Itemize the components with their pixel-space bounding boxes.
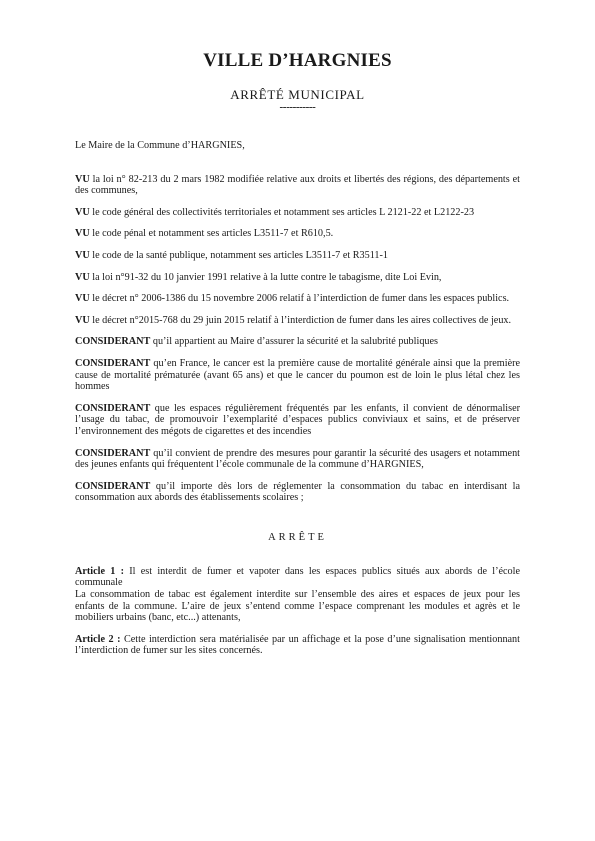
article-text: Il est interdit de fumer et vapoter dans les espaces publics situés aux abords de l’école communale bbox=[75, 565, 520, 589]
considerant-text: qu’en France, le cancer est la première cause de mortalité générale ainsi que la première cause de mortalité prématurée (avant 65 ans) et que le cancer du poumon est de loin le plus létal chez les hommes bbox=[75, 357, 520, 393]
article-keyword: Article 1 : bbox=[75, 565, 124, 577]
considerant-keyword: CONSIDERANT bbox=[75, 447, 151, 459]
considerant-keyword: CONSIDERANT bbox=[75, 480, 151, 492]
article-2 bbox=[75, 634, 520, 657]
vu-keyword: VU bbox=[75, 293, 90, 305]
considerant-paragraph-1 bbox=[75, 336, 520, 348]
vu-keyword: VU bbox=[75, 173, 90, 185]
vu-keyword: VU bbox=[75, 314, 90, 326]
considerant-keyword: CONSIDERANT bbox=[75, 402, 151, 414]
vu-paragraph-7 bbox=[75, 315, 520, 327]
considerant-paragraph-2 bbox=[75, 358, 520, 393]
vu-text: la loi n° 82-213 du 2 mars 1982 modifiée relative aux droits et libertés des régions, des départements et des communes, bbox=[75, 173, 520, 197]
considerant-keyword: CONSIDERANT bbox=[75, 357, 151, 369]
vu-paragraph-3 bbox=[75, 228, 520, 240]
subtitle-separator: ----------- bbox=[279, 101, 316, 113]
vu-paragraph-6 bbox=[75, 293, 520, 305]
vu-keyword: VU bbox=[75, 249, 90, 261]
considerant-text: que les espaces régulièrement fréquentés par les enfants, il convient de dénormaliser l’usage du tabac, de promouvoir l’exemplarité d’espaces publics conviviaux et sains, et de préserver l’environnement des mégots de cigarettes et des incendies bbox=[75, 402, 520, 437]
article-1 bbox=[75, 566, 520, 589]
document-subtitle: ARRÊTÉ MUNICIPAL bbox=[230, 87, 365, 102]
considerant-paragraph-5 bbox=[75, 481, 520, 504]
article-text: Cette interdiction sera matérialisée par un affichage et la pose d’une signalisation mentionnant l’interdiction de fumer sur les sites concernés. bbox=[75, 633, 520, 657]
article-keyword: Article 2 : bbox=[75, 633, 121, 645]
considerant-keyword: CONSIDERANT bbox=[75, 336, 151, 348]
considerant-paragraph-4 bbox=[75, 448, 520, 471]
vu-text: le décret n°2015-768 du 29 juin 2015 relatif à l’interdiction de fumer dans les aires collectives de jeux. bbox=[89, 314, 512, 326]
arrete-heading: ARRÊTE bbox=[268, 531, 327, 543]
vu-paragraph-2 bbox=[75, 207, 520, 219]
vu-paragraph-5 bbox=[75, 272, 520, 284]
vu-keyword: VU bbox=[75, 228, 90, 240]
vu-text: le code général des collectivités territoriales et notamment ses articles L 2121-22 et L2122-23 bbox=[89, 206, 475, 218]
considerant-paragraph-3 bbox=[75, 403, 520, 438]
article-1-extra: La consommation de tabac est également interdite sur l’ensemble des aires et espaces de jeux pour les enfants de la commune. L’aire de jeux s’entend comme l’espace comprenant les modules et agrès et le mobiliers urbains (banc, etc...) attenants, bbox=[75, 589, 520, 624]
vu-text: la loi n°91-32 du 10 janvier 1991 relative à la lutte contre le tabagisme, dite Loi Evin, bbox=[89, 271, 442, 283]
vu-paragraph-1 bbox=[75, 174, 520, 197]
document-title: VILLE D’HARGNIES bbox=[203, 50, 392, 71]
intro-line: Le Maire de la Commune d’HARGNIES, bbox=[75, 140, 245, 151]
vu-text: le code de la santé publique, notamment ses articles L3511-7 et R3511-1 bbox=[89, 249, 388, 261]
vu-text: le décret n° 2006-1386 du 15 novembre 2006 relatif à l’interdiction de fumer dans les espaces publics. bbox=[89, 293, 510, 305]
considerant-text: qu’il convient de prendre des mesures pour garantir la sécurité des usagers et notamment des jeunes enfants qui fréquentent l’école communale de la commune d’HARGNIES, bbox=[75, 447, 520, 471]
vu-paragraph-4 bbox=[75, 250, 520, 262]
vu-text: le code pénal et notamment ses articles L3511-7 et R610,5. bbox=[89, 228, 334, 240]
vu-keyword: VU bbox=[75, 271, 90, 283]
vu-keyword: VU bbox=[75, 206, 90, 218]
considerant-text: qu’il importe dès lors de réglementer la consommation du tabac en interdisant la consommation aux abords des établissements scolaires ; bbox=[75, 480, 520, 504]
considerant-text: qu’il appartient au Maire d’assurer la sécurité et la salubrité publiques bbox=[150, 336, 438, 348]
